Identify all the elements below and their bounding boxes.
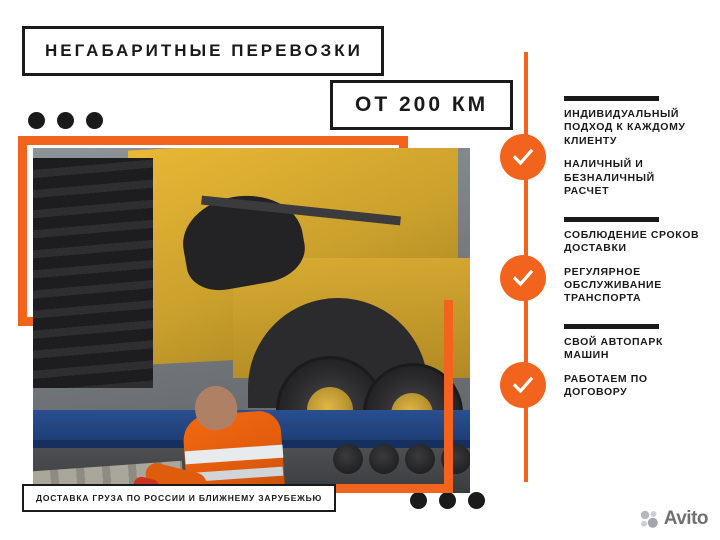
avito-logo-icon <box>639 509 659 529</box>
photo-caption <box>22 484 336 512</box>
avito-watermark <box>639 508 708 530</box>
feature-text: НАЛИЧНЫЙ И БЕЗНАЛИЧНЫЙ РАСЧЕТ <box>564 158 655 198</box>
dot <box>86 112 103 129</box>
feature-text: СОБЛЮДЕНИЕ СРОКОВ ДОСТАВКИ <box>564 228 700 255</box>
photo-trailer-wheel <box>405 444 435 474</box>
check-icon <box>500 255 546 301</box>
photo-caption-text: ДОСТАВКА ГРУЗА ПО РОССИИ И БЛИЖНЕМУ ЗАРУБЕЖЬЮ <box>36 493 323 503</box>
feature-text: РЕГУЛЯРНОЕ ОБСЛУЖИВАНИЕ ТРАНСПОРТА <box>564 265 662 305</box>
feature-group <box>500 324 700 400</box>
distance-badge <box>330 80 513 130</box>
photo-accent-right <box>444 300 453 493</box>
feature-text: РАБОТАЕМ ПО ДОГОВОРУ <box>564 372 648 399</box>
feature-item <box>564 324 700 363</box>
hero-photo-illustration <box>33 148 470 493</box>
dot <box>28 112 45 129</box>
feature-group <box>500 96 700 199</box>
dot <box>57 112 74 129</box>
feature-item <box>564 266 700 306</box>
check-icon <box>500 134 546 180</box>
feature-text: СВОЙ АВТОПАРК МАШИН <box>564 335 663 362</box>
photo-trailer-wheel <box>333 444 363 474</box>
photo-tread-stack <box>33 158 153 388</box>
decorative-dots-top <box>28 112 103 129</box>
dot <box>468 492 485 509</box>
features-list <box>500 96 700 418</box>
page-title <box>22 26 384 76</box>
feature-rule <box>564 324 659 329</box>
feature-group <box>500 217 700 306</box>
dot <box>439 492 456 509</box>
feature-item <box>564 373 700 400</box>
page-title-text: НЕГАБАРИТНЫЕ ПЕРЕВОЗКИ <box>45 41 363 60</box>
dot <box>410 492 427 509</box>
feature-rule <box>564 96 659 101</box>
photo-trailer-wheel <box>369 444 399 474</box>
decorative-dots-bottom <box>410 492 485 509</box>
feature-item <box>564 96 700 148</box>
check-icon <box>500 362 546 408</box>
hero-photo <box>33 148 470 493</box>
feature-item <box>564 217 700 256</box>
feature-item <box>564 158 700 198</box>
avito-watermark-text: Avito <box>663 508 708 529</box>
feature-text: ИНДИВИДУАЛЬНЫЙ ПОДХОД К КАЖДОМУ КЛИЕНТУ <box>564 108 686 147</box>
distance-badge-text: ОТ 200 КМ <box>355 93 489 116</box>
feature-rule <box>564 217 659 222</box>
